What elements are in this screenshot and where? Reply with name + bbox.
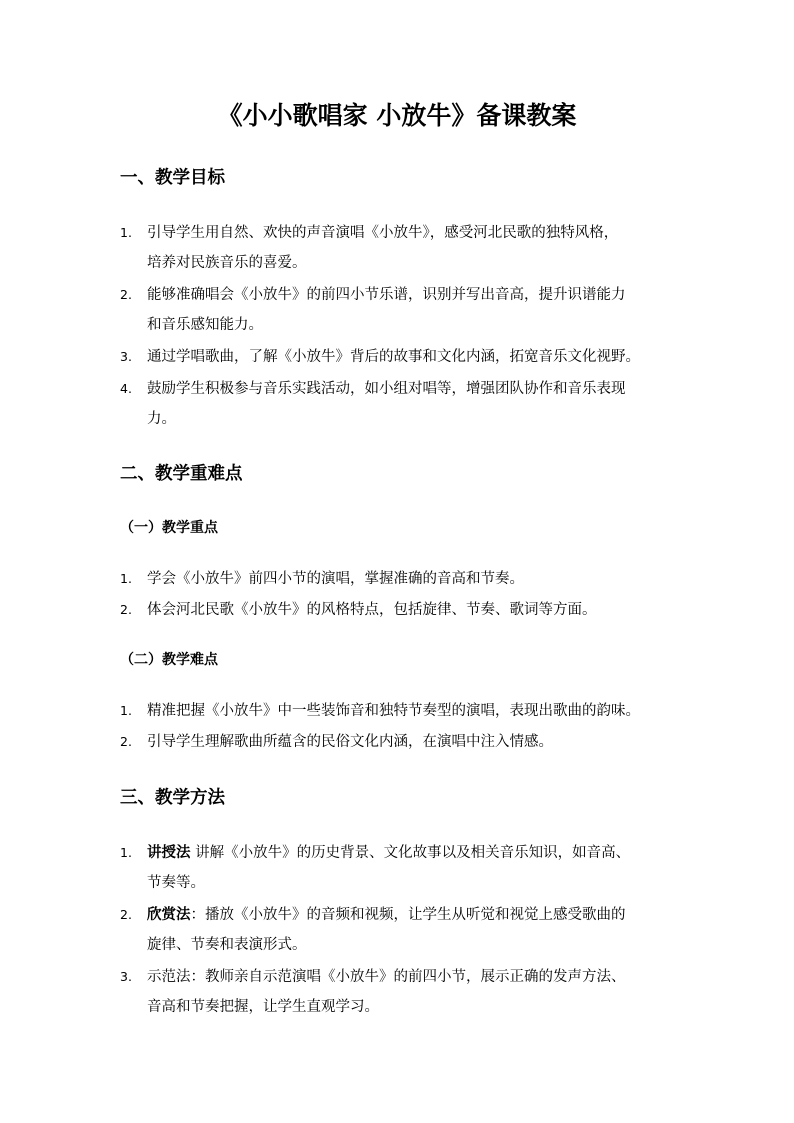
list-item	[120, 218, 690, 278]
list-number: 2.	[120, 734, 132, 749]
list-text-line: 培养对民族音乐的喜爱。	[147, 255, 307, 271]
subsection-heading-difficulty: （二）教学难点	[120, 652, 218, 668]
list-item	[120, 696, 690, 726]
method-text: 讲解《小放牛》的历史背景、文化故事以及相关音乐知识，如音高、	[190, 845, 631, 861]
list-text-line: 鼓励学生积极参与音乐实践活动，如小组对唱等，增强团队协作和音乐表现	[147, 381, 626, 397]
list-item	[120, 280, 690, 340]
list-text-line	[147, 838, 690, 868]
method-text: ：教师亲自示范演唱《小放牛》的前四小节，展示正确的发声方法、	[190, 969, 626, 985]
list-item	[120, 962, 690, 1022]
list-text-line: 体会河北民歌《小放牛》的风格特点，包括旋律、节奏、歌词等方面。	[147, 602, 597, 618]
section-heading-key-points: 二、教学重难点	[120, 464, 243, 484]
list-item	[120, 342, 690, 372]
list-number: 2.	[120, 907, 132, 922]
list-number: 3.	[120, 969, 132, 984]
list-item	[120, 595, 690, 625]
list-text-line	[147, 900, 690, 930]
section-heading-methods: 三、教学方法	[120, 788, 225, 808]
list-number: 2.	[120, 287, 132, 302]
subsection-heading-focus: （一）教学重点	[120, 520, 218, 536]
list-text-line: 节奏等。	[147, 875, 205, 891]
list-text-line: 力。	[147, 411, 176, 427]
list-number: 1.	[120, 845, 132, 860]
list-number: 1.	[120, 225, 132, 240]
list-item	[120, 564, 690, 594]
list-number: 1.	[120, 703, 132, 718]
list-text-line: 音高和节奏把握，让学生直观学习。	[147, 999, 379, 1015]
section-heading-objectives: 一、教学目标	[120, 168, 225, 188]
list-number: 2.	[120, 602, 132, 617]
list-item	[120, 727, 690, 757]
list-number: 1.	[120, 571, 132, 586]
list-text-line	[147, 962, 690, 992]
list-text-line: 和音乐感知能力。	[147, 317, 263, 333]
list-number: 3.	[120, 349, 132, 364]
list-text-line: 通过学唱歌曲，了解《小放牛》背后的故事和文化内涵，拓宽音乐文化视野。	[147, 349, 640, 365]
list-text-line: 学会《小放牛》前四小节的演唱，掌握准确的音高和节奏。	[147, 571, 524, 587]
list-item	[120, 838, 690, 898]
list-item	[120, 900, 690, 960]
list-text-line: 引导学生用自然、欢快的声音演唱《小放牛》，感受河北民歌的独特风格，	[147, 225, 619, 241]
list-number: 4.	[120, 381, 132, 396]
list-item	[120, 374, 690, 434]
method-label: 讲授法	[147, 845, 191, 861]
list-text-line: 能够准确唱会《小放牛》的前四小节乐谱，识别并写出音高，提升识谱能力	[147, 287, 626, 303]
list-text-line: 旋律、节奏和表演形式。	[147, 937, 307, 953]
page-title: 《小小歌唱家 小放牛》备课教案	[217, 101, 577, 130]
method-label: 欣赏法	[147, 907, 191, 923]
method-text: ：播放《小放牛》的音频和视频，让学生从听觉和视觉上感受歌曲的	[190, 907, 626, 923]
list-text-line: 精准把握《小放牛》中一些装饰音和独特节奏型的演唱，表现出歌曲的韵味。	[147, 703, 640, 719]
list-text-line: 引导学生理解歌曲所蕴含的民俗文化内涵，在演唱中注入情感。	[147, 734, 553, 750]
method-label: 示范法	[147, 969, 191, 985]
